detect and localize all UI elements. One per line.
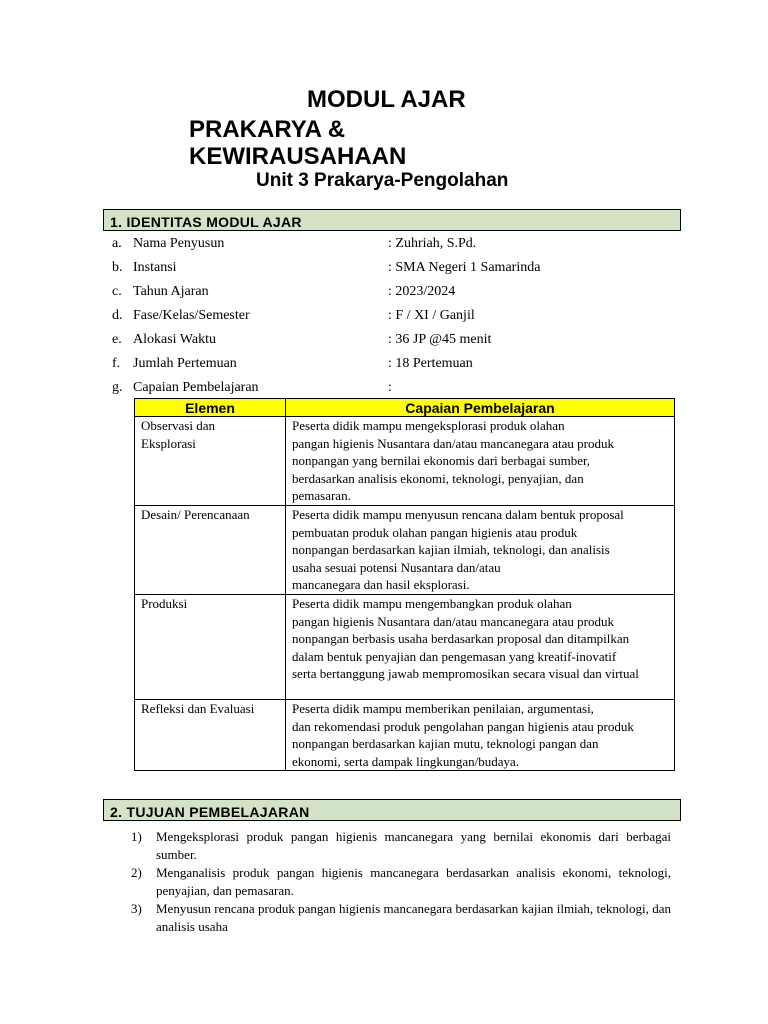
row-value: : 2023/2024 <box>388 284 456 299</box>
row-label: Fase/Kelas/Semester <box>133 308 250 323</box>
capaian-line: mancanegara dan hasil eksplorasi. <box>292 577 470 593</box>
capaian-line: nonpangan yang bernilai ekonomis dari berbagai sumber, <box>292 453 591 469</box>
capaian-table <box>134 398 675 771</box>
row-label: Alokasi Waktu <box>133 332 216 347</box>
cell-elemen <box>135 505 286 594</box>
item-number: 3) <box>131 901 142 917</box>
table-row <box>135 699 675 770</box>
row-letter: g. <box>112 380 123 395</box>
row-value: : Zuhriah, S.Pd. <box>388 236 477 251</box>
cell-capaian <box>286 699 675 770</box>
row-value: : F / XI / Ganjil <box>388 308 475 323</box>
table-row <box>135 417 675 506</box>
section-header-tujuan <box>103 799 681 821</box>
table-header-row <box>135 399 675 417</box>
section-header-identitas <box>103 209 681 231</box>
header-capaian: Capaian Pembelajaran <box>286 399 675 417</box>
row-letter: a. <box>112 236 122 251</box>
section-title: 1. IDENTITAS MODUL AJAR <box>110 214 302 230</box>
capaian-line: pangan higienis Nusantara dan/atau mancanegara atau produk <box>292 613 614 629</box>
capaian-line: usaha sesuai potensi Nusantara dan/atau <box>292 559 501 575</box>
row-value: : <box>388 380 392 395</box>
row-label: Jumlah Pertemuan <box>133 356 237 371</box>
table-row <box>135 505 675 594</box>
capaian-line: Peserta didik mampu memberikan penilaian, argumentasi, <box>292 700 594 716</box>
section-title: 2. TUJUAN PEMBELAJARAN <box>110 804 310 820</box>
cell-capaian <box>286 417 675 506</box>
row-letter: d. <box>112 308 123 323</box>
elemen-line: Eksplorasi <box>141 435 196 451</box>
capaian-line: dalam bentuk penyajian dan pengemasan yang kreatif-inovatif <box>292 648 617 664</box>
list-item <box>131 900 671 935</box>
header-elemen: Elemen <box>135 399 286 417</box>
item-text: Menganalisis produk pangan higienis mancanegara berdasarkan analisis ekonomi, teknologi, penyajian, dan pemasaran. <box>156 865 671 898</box>
capaian-line: nonpangan berdasarkan kajian mutu, teknologi pangan dan <box>292 736 599 752</box>
row-value: : 36 JP @45 menit <box>388 332 492 347</box>
item-text: Mengeksplorasi produk pangan higienis mancanegara yang bernilai ekonomis dari berbagai sumber. <box>156 829 671 862</box>
capaian-line: Peserta didik mampu mengembangkan produk olahan <box>292 595 572 611</box>
doc-title-line-3: KEWIRAUSAHAAN <box>189 143 407 170</box>
cell-capaian <box>286 594 675 699</box>
cell-capaian <box>286 505 675 594</box>
row-letter: e. <box>112 332 122 347</box>
elemen-line: Refleksi dan Evaluasi <box>141 700 255 716</box>
capaian-line: Peserta didik mampu menyusun rencana dalam bentuk proposal <box>292 506 624 522</box>
row-label: Capaian Pembelajaran <box>133 380 259 395</box>
doc-title-line-2: PRAKARYA & <box>189 116 346 143</box>
elemen-line: Produksi <box>141 595 188 611</box>
capaian-line: pangan higienis Nusantara dan/atau mancanegara atau produk <box>292 435 614 451</box>
cell-elemen <box>135 417 286 506</box>
row-value: : SMA Negeri 1 Samarinda <box>388 260 541 275</box>
table-row <box>135 594 675 699</box>
capaian-line: pemasaran. <box>292 488 351 504</box>
row-letter: b. <box>112 260 123 275</box>
capaian-line: pembuatan produk olahan pangan higienis atau produk <box>292 524 578 540</box>
doc-title-line-1: MODUL AJAR <box>307 86 466 113</box>
capaian-line: dan rekomendasi produk pengolahan pangan higienis atau produk <box>292 718 634 734</box>
cell-elemen <box>135 594 286 699</box>
capaian-line: Peserta didik mampu mengeksplorasi produk olahan <box>292 418 565 433</box>
capaian-line: nonpangan berbasis usaha berdasarkan proposal dan ditampilkan <box>292 631 630 647</box>
capaian-line: berdasarkan analisis ekonomi, teknologi, penyajian, dan <box>292 470 584 486</box>
item-text: Menyusun rencana produk pangan higienis mancanegara berdasarkan kajian ilmiah, teknologi, dan analisis usaha <box>156 901 671 934</box>
capaian-line: nonpangan berdasarkan kajian ilmiah, teknologi, dan analisis <box>292 542 610 558</box>
list-item <box>131 828 671 863</box>
elemen-line: Observasi dan <box>141 418 216 433</box>
row-label: Tahun Ajaran <box>133 284 209 299</box>
row-letter: c. <box>112 284 122 299</box>
item-number: 2) <box>131 865 142 881</box>
cell-elemen <box>135 699 286 770</box>
row-value: : 18 Pertemuan <box>388 356 473 371</box>
list-item <box>131 864 671 899</box>
row-label: Instansi <box>133 260 177 275</box>
doc-subtitle: Unit 3 Prakarya-Pengolahan <box>256 170 509 191</box>
item-number: 1) <box>131 829 142 844</box>
capaian-line: serta bertanggung jawab mempromosikan secara visual dan virtual <box>292 666 639 682</box>
tujuan-list <box>131 828 671 937</box>
elemen-line: Desain/ Perencanaan <box>141 506 250 522</box>
row-letter: f. <box>112 356 121 371</box>
capaian-line: ekonomi, serta dampak lingkungan/budaya. <box>292 753 520 769</box>
row-label: Nama Penyusun <box>133 236 225 251</box>
